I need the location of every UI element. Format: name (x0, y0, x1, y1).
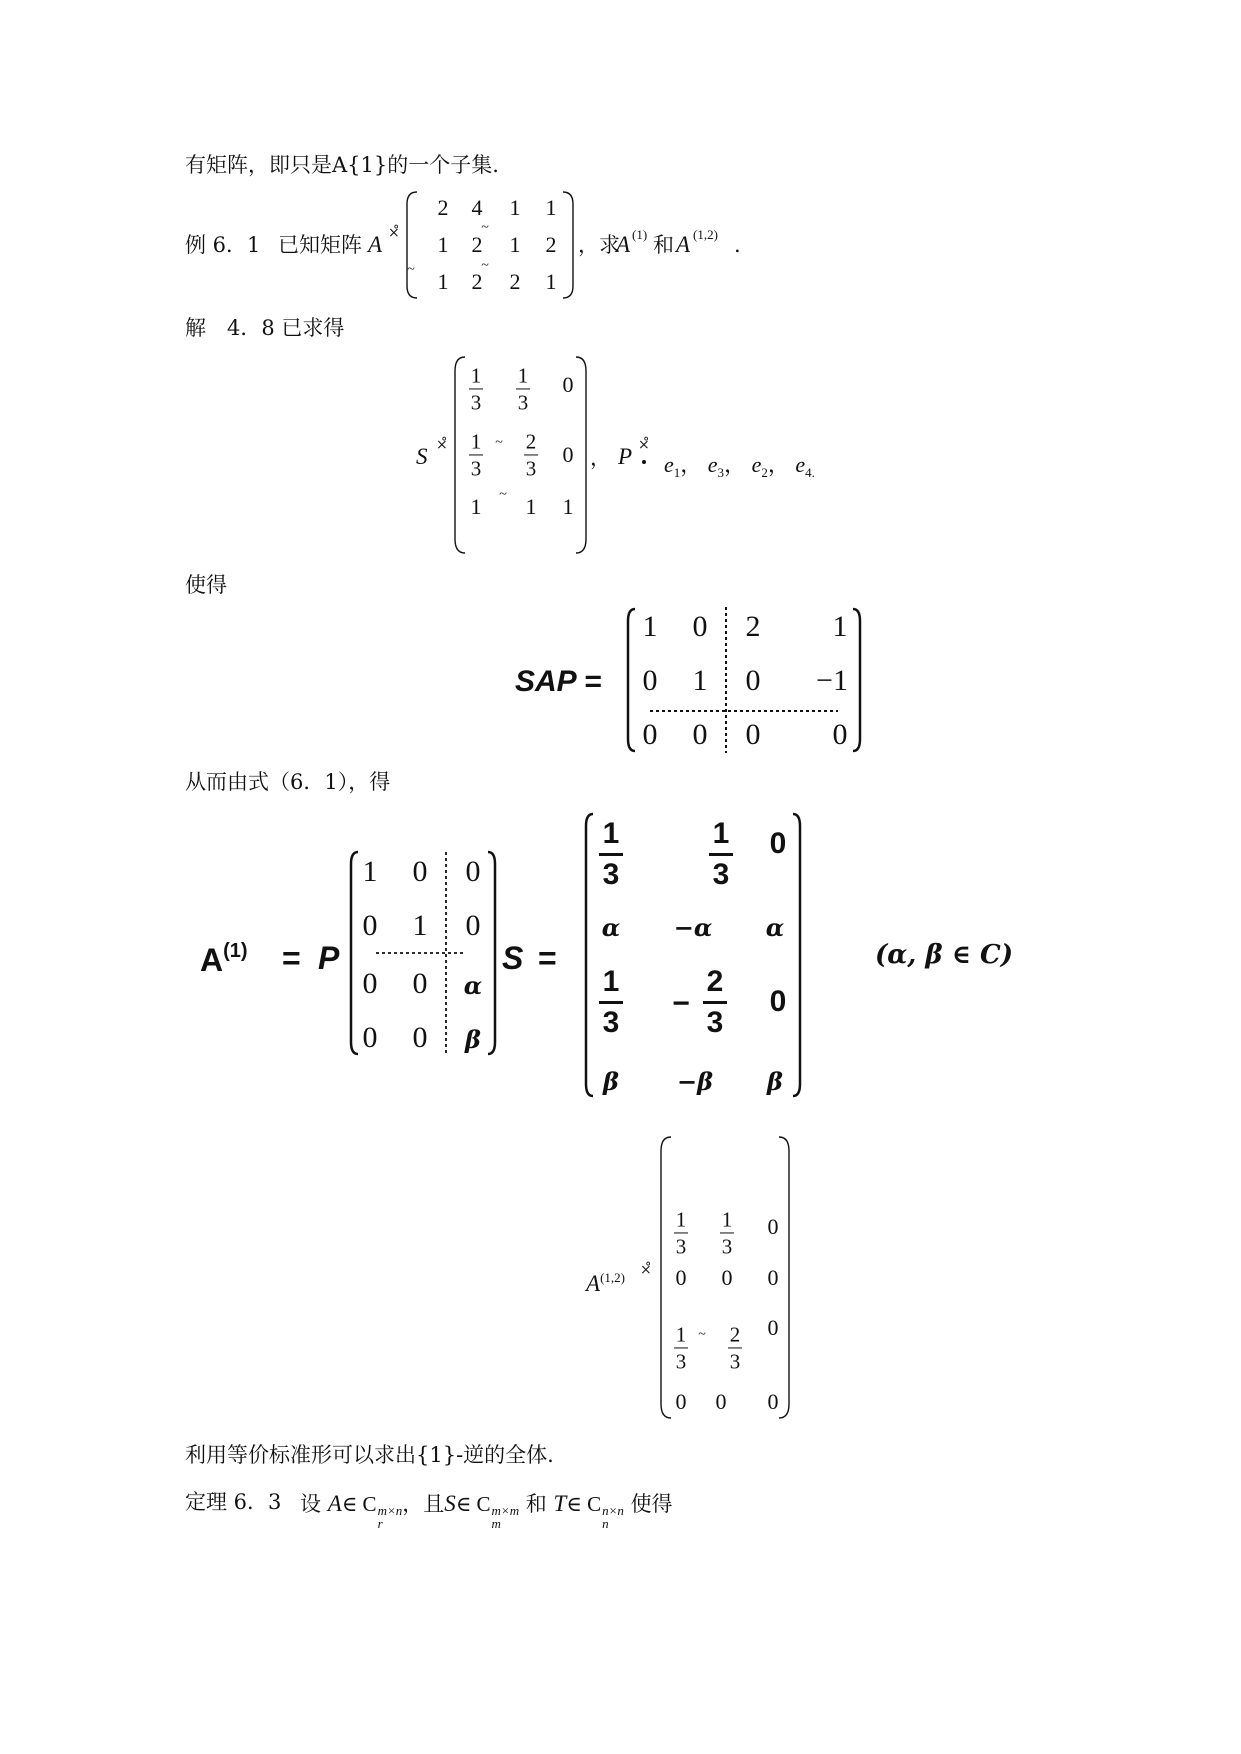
matrix-cell: 1 (362, 855, 378, 888)
example-ask: ，求 (578, 233, 620, 257)
matrix-cell: 1 (412, 909, 428, 942)
matrix-P-block (348, 848, 500, 1058)
matrix-cell: 1 (525, 494, 537, 519)
theorem-label: 定理 6．3 (185, 1490, 282, 1514)
matrix-cell: 1 (509, 195, 521, 220)
fraction: 1 3 (599, 818, 623, 890)
equals-sign: = (282, 940, 301, 976)
matrix-cell: 1 (692, 664, 708, 697)
theorem-statement: 设 A∈ C m×n r ，且S∈ C m×m m 和 T∈ C n×n n 使得 (300, 1491, 673, 1531)
example-label: 例 6．1 (185, 233, 261, 257)
matrix-cell: 0 (642, 718, 658, 751)
matrix-cell: 0 (769, 985, 787, 1018)
matrix-cell: 0 (675, 1389, 687, 1414)
matrix-cell: 2 (509, 269, 521, 294)
matrix-cell: 0 (715, 1389, 727, 1414)
matrix-cell: 4 (471, 195, 483, 220)
fraction: 2 3 (729, 1322, 741, 1374)
matrix-cell: 2 (471, 232, 483, 257)
matrix-A-label: A (368, 232, 383, 257)
matrix-cell: 2 (437, 195, 449, 220)
matrix-cell: β (767, 1067, 783, 1096)
matrix-cell: 0 (412, 1021, 428, 1054)
minus-sign: − (672, 987, 690, 1020)
matrix-cell: 0 (362, 1021, 378, 1054)
example-text: 已知矩阵 (278, 233, 362, 257)
fraction: 1 3 (721, 1207, 733, 1259)
A1-lhs: $A^{(1)}$ (200, 940, 248, 978)
matrix-cell: 0 (412, 855, 428, 888)
period: . (734, 233, 741, 257)
matrix-cell: α (765, 913, 785, 942)
S-bold: S (502, 940, 524, 976)
permutation-list: $e_1$， $e_3$， $e_2$， $e_{4.}$ (664, 452, 815, 480)
matrix-cell: 1 (832, 610, 848, 643)
matrix-A (405, 190, 575, 300)
matrix-cell: 1 (545, 195, 557, 220)
tilde-mark: ~ (698, 1327, 706, 1342)
matrix-cell: 0 (721, 1265, 733, 1290)
equals-glyph: ×̊ (640, 1262, 652, 1278)
matrix-cell: 1 (470, 494, 482, 519)
equals-glyph: ×̊ (436, 437, 448, 453)
fraction: 1 3 (675, 1322, 687, 1374)
and-text: 和 (653, 233, 674, 257)
matrix-cell: 0 (767, 1265, 779, 1290)
matrix-cell: β (603, 1067, 619, 1096)
matrix-cell: −α (673, 913, 713, 942)
matrix-S-label: S (416, 444, 428, 469)
SAP-label: SAP = (515, 665, 602, 698)
P-bold: P (318, 940, 340, 976)
matrix-cell: 1 (437, 232, 449, 257)
solution-text: 解 4．8 已求得 (185, 316, 345, 340)
A1-superscript: (1) (632, 227, 648, 242)
matrix-cell: 0 (745, 718, 761, 751)
matrix-cell: 1 (642, 610, 658, 643)
equals-glyph: ×̊ (638, 437, 650, 453)
fraction: 1 3 (470, 363, 482, 415)
matrix-cell: −1 (816, 664, 848, 697)
matrix-cell: α (601, 913, 621, 942)
matrix-cell: 0 (562, 442, 574, 467)
matrix-cell: −β (676, 1067, 714, 1096)
matrix-cell: 0 (692, 718, 708, 751)
matrix-cell: 0 (642, 664, 658, 697)
equals-glyph: ×̊ (388, 225, 400, 241)
matrix-cell: 0 (767, 1315, 779, 1340)
fraction: 1 3 (599, 966, 623, 1038)
fraction: 1 3 (675, 1207, 687, 1259)
matrix-cell: 0 (692, 610, 708, 643)
matrix-cell: 0 (465, 855, 481, 888)
matrix-cell: 1 (509, 232, 521, 257)
comma: ， (590, 446, 611, 470)
fraction: 2 3 (703, 966, 727, 1038)
matrix-cell: 0 (412, 967, 428, 1000)
tilde-mark: ~ (499, 487, 507, 502)
matrix-cell: 2 (471, 269, 483, 294)
util-text: 利用等价标准形可以求出{1}-逆的全体. (185, 1443, 554, 1467)
matrix-S (453, 355, 588, 555)
A12-superscript: (1,2) (693, 227, 718, 242)
fraction: 2 3 (525, 429, 537, 481)
matrix-A1-result (583, 810, 805, 1100)
A1-label: A (616, 232, 631, 257)
matrix-cell: 1 (562, 494, 574, 519)
matrix-cell: α (463, 971, 483, 1000)
matrix-cell: 0 (745, 664, 761, 697)
condition-text: (α, β ∈ C) (875, 940, 1014, 970)
equals-sign: = (538, 940, 557, 976)
matrix-cell: β (465, 1025, 481, 1054)
matrix-A12 (659, 1135, 791, 1420)
fraction: 1 3 (470, 429, 482, 481)
tilde-mark: ~ (481, 258, 489, 273)
matrix-cell: 0 (769, 827, 787, 860)
A12-lhs: A$^{(1,2)}$ (586, 1270, 625, 1296)
matrix-cell: 0 (767, 1214, 779, 1239)
dot-mark (642, 460, 646, 464)
matrix-cell: 1 (437, 269, 449, 294)
fraction: 1 3 (517, 363, 529, 415)
matrix-cell: 0 (362, 909, 378, 942)
matrix-SAP (625, 605, 865, 755)
matrix-P-label: P (618, 444, 633, 469)
tilde-mark: ~ (495, 435, 503, 450)
A12-label: A (676, 232, 691, 257)
tilde-mark: ~ (407, 262, 415, 277)
make-text: 使得 (185, 573, 227, 597)
matrix-cell: 2 (545, 232, 557, 257)
matrix-cell: 0 (465, 909, 481, 942)
matrix-cell: 1 (545, 269, 557, 294)
matrix-cell: 0 (767, 1389, 779, 1414)
matrix-cell: 0 (562, 372, 574, 397)
tilde-mark: ~ (481, 220, 489, 235)
matrix-cell: 2 (745, 610, 761, 643)
matrix-cell: 0 (362, 967, 378, 1000)
text-line-intro: 有矩阵，即只是A{1}的一个子集. (185, 153, 499, 177)
matrix-cell: 0 (832, 718, 848, 751)
from-text: 从而由式（6．1），得 (185, 770, 391, 794)
matrix-cell: 0 (675, 1265, 687, 1290)
fraction: 1 3 (709, 818, 733, 890)
